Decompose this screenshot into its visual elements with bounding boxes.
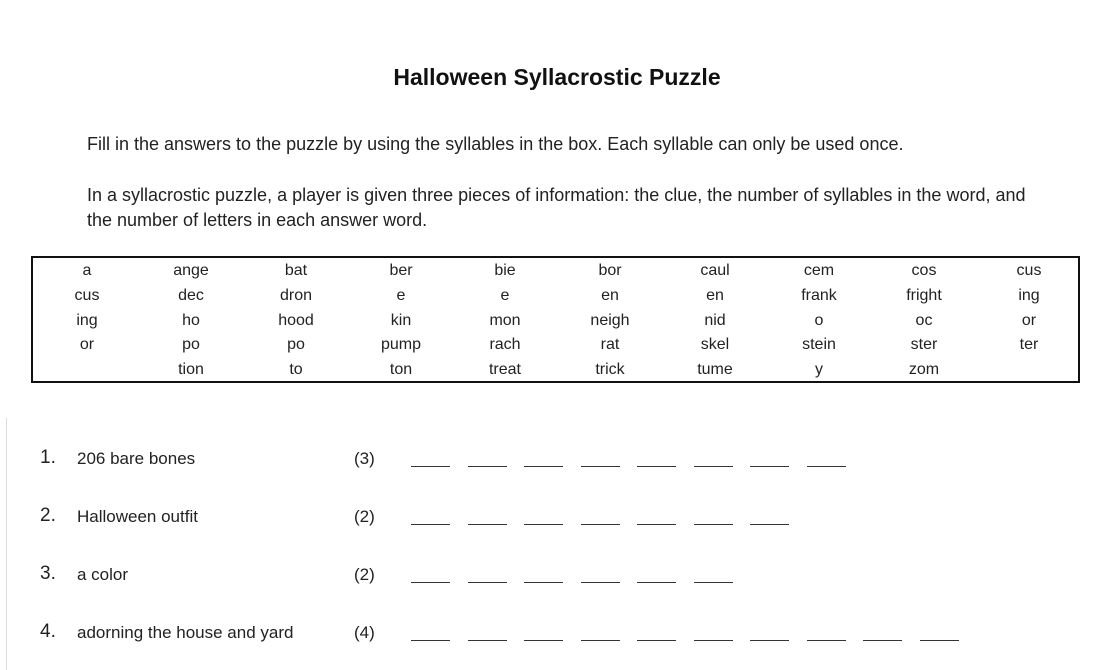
syllable: ber	[389, 262, 413, 279]
syllable-column	[349, 259, 453, 383]
clue-syllable-count: (2)	[354, 507, 375, 526]
syllable: tion	[178, 361, 204, 379]
letter-blank[interactable]	[468, 640, 507, 641]
letter-blank[interactable]	[411, 640, 450, 641]
syllable-column	[767, 259, 871, 383]
syllable: cem	[803, 262, 835, 279]
letter-blank[interactable]	[750, 466, 789, 467]
syllable: en	[601, 286, 619, 304]
syllable: dec	[178, 286, 204, 304]
clue-row	[0, 446, 1114, 476]
clue-number: 3.	[40, 563, 56, 584]
letter-blank[interactable]	[524, 466, 563, 467]
clue-number: 2.	[40, 505, 56, 526]
syllable: e	[396, 286, 406, 304]
letter-blank[interactable]	[637, 640, 676, 641]
letter-blank[interactable]	[581, 466, 620, 467]
letter-blank[interactable]	[750, 640, 789, 641]
syllable: rach	[489, 336, 521, 354]
letter-blank[interactable]	[863, 640, 902, 641]
syllable: bor	[598, 262, 622, 279]
syllable-column	[977, 259, 1081, 358]
syllable: stein	[802, 336, 836, 354]
syllable: ho	[182, 311, 200, 329]
letter-blank[interactable]	[524, 640, 563, 641]
syllable: y	[815, 361, 823, 379]
syllable: ing	[1018, 286, 1040, 304]
syllable: a	[82, 262, 92, 279]
letter-blank[interactable]	[920, 640, 959, 641]
syllable: po	[287, 336, 305, 354]
syllable: bat	[284, 262, 308, 279]
letter-blank[interactable]	[694, 582, 733, 583]
syllable: o	[814, 311, 824, 329]
clue-number: 4.	[40, 621, 56, 642]
letter-blank[interactable]	[807, 640, 846, 641]
letter-blank[interactable]	[524, 524, 563, 525]
syllable: rat	[600, 336, 620, 354]
page-title: Halloween Syllacrostic Puzzle	[393, 64, 721, 90]
letter-blank[interactable]	[411, 524, 450, 525]
syllable: oc	[915, 311, 933, 329]
syllable-column	[453, 259, 557, 383]
syllable: fright	[906, 286, 942, 304]
syllable: ster	[910, 336, 938, 354]
instructions-paragraph-2: In a syllacrostic puzzle, a player is given three pieces of information: the clue, the number of syllables in the word, and the number of letters in each answer word.	[87, 185, 1026, 230]
syllable: ing	[76, 311, 98, 329]
syllable: mon	[489, 311, 521, 329]
syllable: caul	[700, 262, 730, 279]
syllable: pump	[380, 336, 422, 354]
letter-blank[interactable]	[807, 466, 846, 467]
letter-blank[interactable]	[468, 466, 507, 467]
syllable: cus	[74, 286, 100, 304]
clue-text: 206 bare bones	[77, 449, 196, 468]
clue-syllable-count: (3)	[354, 449, 375, 468]
clue-syllable-count: (2)	[354, 565, 375, 584]
syllable: skel	[700, 336, 730, 354]
letter-blank[interactable]	[411, 582, 450, 583]
clue-row	[0, 562, 1114, 592]
letter-blank[interactable]	[581, 582, 620, 583]
letter-blank[interactable]	[750, 524, 789, 525]
syllable: kin	[390, 311, 412, 329]
letter-blank[interactable]	[581, 524, 620, 525]
syllable: to	[289, 361, 303, 379]
clue-text: Halloween outfit	[77, 507, 198, 526]
letter-blank[interactable]	[694, 466, 733, 467]
clue-row	[0, 504, 1114, 534]
syllable-column	[872, 259, 976, 383]
syllable: zom	[908, 361, 940, 379]
syllable-column	[558, 259, 662, 383]
letter-blank[interactable]	[468, 524, 507, 525]
letter-blank[interactable]	[581, 640, 620, 641]
syllable: bie	[494, 262, 516, 279]
letter-blank[interactable]	[637, 582, 676, 583]
syllable: tume	[697, 361, 733, 379]
syllable: dron	[279, 286, 313, 304]
syllable: cos	[911, 262, 937, 279]
syllable: en	[706, 286, 724, 304]
syllable: cus	[1016, 262, 1042, 279]
syllable-column	[35, 259, 139, 358]
syllable: treat	[488, 361, 521, 379]
letter-blank[interactable]	[694, 640, 733, 641]
letter-blank[interactable]	[637, 466, 676, 467]
letter-blank[interactable]	[524, 582, 563, 583]
instructions-paragraph-1: Fill in the answers to the puzzle by using the syllables in the box. Each syllable can only be used once.	[87, 134, 904, 154]
syllable: neigh	[590, 311, 630, 329]
clue-text: adorning the house and yard	[77, 623, 294, 642]
syllable: ter	[1019, 336, 1039, 354]
syllable: trick	[595, 361, 625, 379]
syllable: nid	[704, 311, 726, 329]
syllable: ange	[173, 262, 209, 279]
syllable: ton	[389, 361, 413, 379]
syllable: or	[1021, 311, 1037, 329]
syllable: po	[182, 336, 200, 354]
letter-blank[interactable]	[694, 524, 733, 525]
letter-blank[interactable]	[411, 466, 450, 467]
clue-syllable-count: (4)	[354, 623, 375, 642]
syllable-column	[139, 259, 243, 383]
letter-blank[interactable]	[637, 524, 676, 525]
syllable-column	[663, 259, 767, 383]
letter-blank[interactable]	[468, 582, 507, 583]
clue-number: 1.	[40, 447, 56, 468]
syllable-box	[31, 256, 1080, 383]
syllable: hood	[278, 311, 314, 329]
clue-row	[0, 620, 1114, 650]
syllable: or	[79, 336, 95, 354]
syllable: e	[500, 286, 510, 304]
syllable-column	[244, 259, 348, 383]
syllable: frank	[801, 286, 837, 304]
clue-text: a color	[77, 565, 129, 584]
